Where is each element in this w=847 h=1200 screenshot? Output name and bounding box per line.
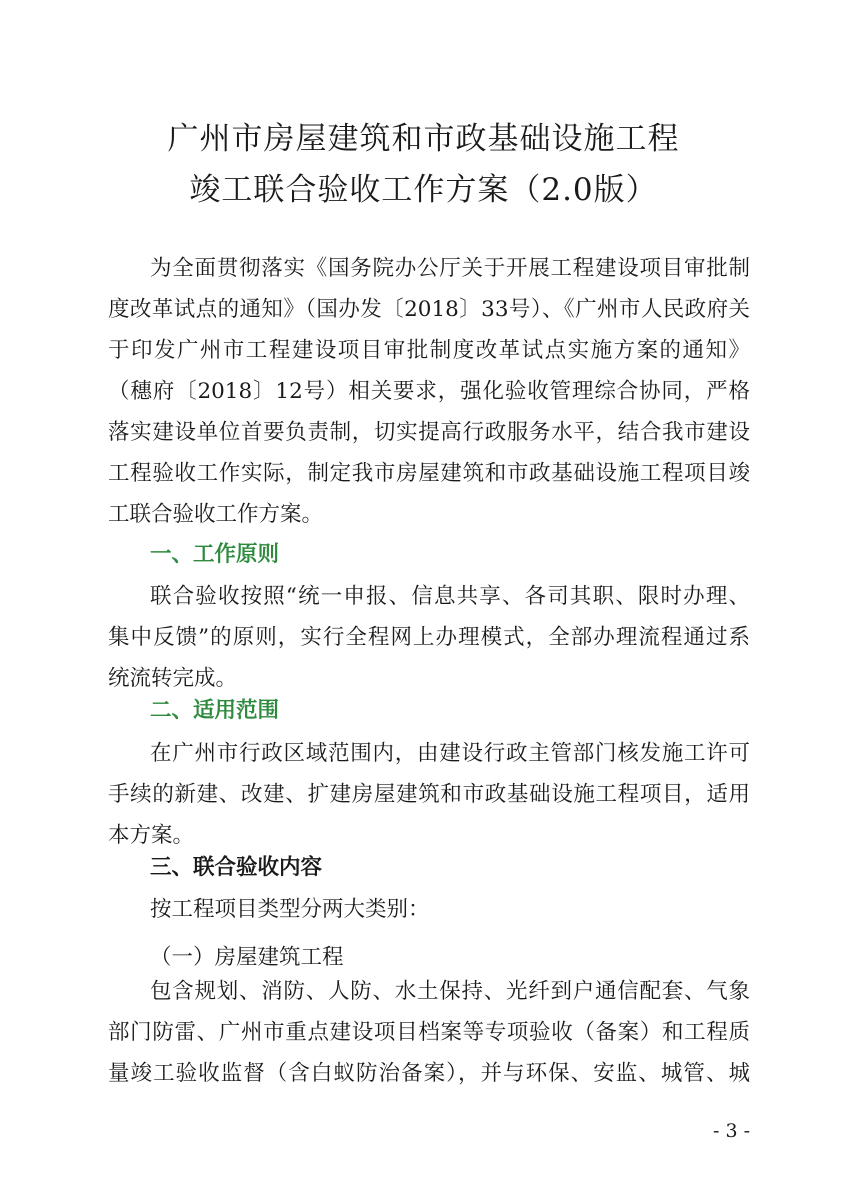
section3-line: 按工程项目类型分两大类别： <box>150 897 430 922</box>
section1-line: 联合验收按照“统一申报、信息共享、各司其职、限时办理、 <box>150 584 750 609</box>
section1-line: 统流转完成。 <box>108 666 238 691</box>
section2-line: 在广州市行政区域范围内，由建设行政主管部门核发施工许可 <box>150 741 750 766</box>
document-title-line-1: 广州市房屋建筑和市政基础设施工程 <box>167 121 680 157</box>
intro-line: 为全面贯彻落实《国务院办公厅关于开展工程建设项目审批制 <box>150 256 750 281</box>
sub-heading-housing-construction: （一）房屋建筑工程 <box>150 945 344 970</box>
intro-line: 工程验收工作实际，制定我市房屋建筑和市政基础设施工程项目竣 <box>108 461 750 486</box>
intro-line: 工联合验收工作方案。 <box>108 502 324 527</box>
section1-line: 集中反馈”的原则，实行全程网上办理模式，全部办理流程通过系 <box>108 625 750 650</box>
section2-line: 本方案。 <box>108 823 195 848</box>
section3-sub-line: 量竣工验收监督（含白蚁防治备案），并与环保、安监、城管、城 <box>108 1061 750 1086</box>
section3-sub-line: 包含规划、消防、人防、水土保持、光纤到户通信配套、气象 <box>150 979 750 1004</box>
section3-sub-line: 部门防雷、广州市重点建设项目档案等专项验收（备案）和工程质 <box>108 1020 750 1045</box>
section2-line: 手续的新建、改建、扩建房屋建筑和市政基础设施工程项目，适用 <box>108 782 750 807</box>
page-number: - 3 - <box>712 1120 750 1142</box>
intro-line: （穗府〔2018〕12号）相关要求，强化验收管理综合协同，严格 <box>108 379 750 404</box>
intro-line: 落实建设单位首要负责制，切实提高行政服务水平，结合我市建设 <box>108 420 750 445</box>
section-heading-acceptance-content: 三、联合验收内容 <box>150 855 323 880</box>
document-title-line-2: 竣工联合验收工作方案（2.0版） <box>189 172 658 208</box>
section-heading-work-principles: 一、工作原则 <box>150 542 280 567</box>
intro-line: 度改革试点的通知》（国办发〔2018〕33号）、《广州市人民政府关 <box>108 297 750 322</box>
section-heading-scope: 二、适用范围 <box>150 698 280 723</box>
intro-line: 于印发广州市工程建设项目审批制度改革试点实施方案的通知》 <box>108 338 750 363</box>
